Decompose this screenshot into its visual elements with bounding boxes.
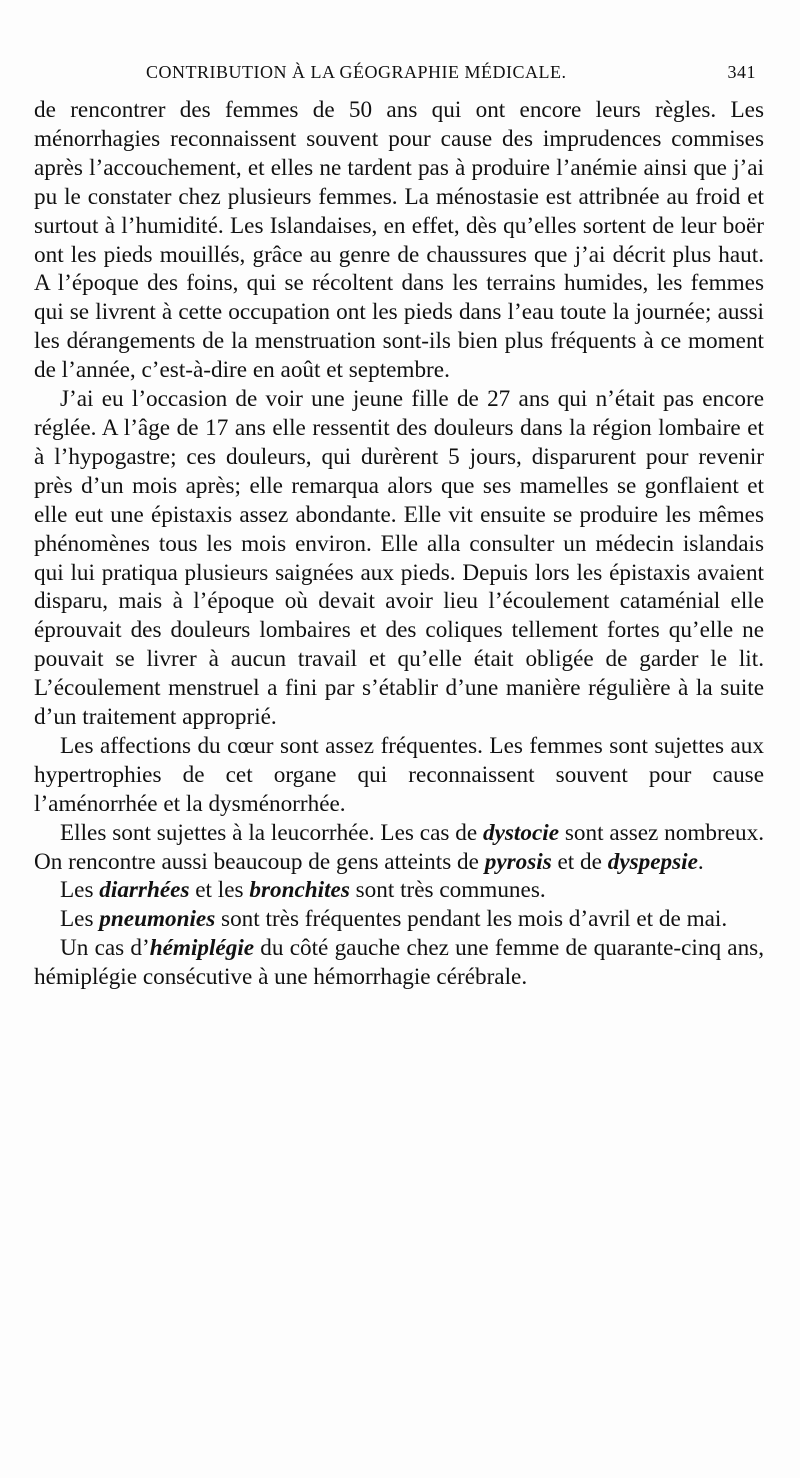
text-run: sont très communes. — [349, 877, 546, 904]
text-run: J’ai eu l’occasion de voir une jeune fille de 27 ans qui n’était pas encore réglée. A l’âge de 17 ans elle ressentit des douleurs dans la région lombaire et à l’hypogastre; ces douleurs, qui durèrent 5 jours, disparurent pour revenir près d’un mois après; elle remarqua alors que ses mamelles se gonflaient et elle eut une épistaxis assez abondante. Elle vit ensuite se produire les mêmes phénomènes tous les mois environ. Elle alla consulter un médecin islandais qui lui pratiqua plusieurs saignées aux pieds. Depuis lors les épistaxis avaient disparu, mais à l’époque où devait avoir lieu l’écoulement cataménial elle éprouvait des douleurs lombaires et des coliques tellement fortes qu’elle ne pouvait se livrer à aucun travail et qu’elle était obligée de garder le lit. L’écoulement menstruel a fini par s’établir d’une manière régulière à la suite d’un traitement approprié. — [34, 386, 764, 731]
italic-term: dyspepsie — [607, 848, 698, 875]
paragraph — [34, 819, 764, 877]
running-title: CONTRIBUTION À LA GÉOGRAPHIE MÉDICALE. — [146, 62, 567, 82]
paragraph — [34, 876, 764, 905]
italic-term: bronchites — [249, 877, 350, 904]
text-run: Les — [60, 877, 100, 904]
body-text — [34, 96, 764, 992]
text-run: Elles sont sujettes à la leucorrhée. Les cas de — [60, 819, 484, 846]
text-run: Les affections du cœur sont assez fréquentes. Les femmes sont sujettes aux hypertrophies de cet organe qui reconnaissent souvent pour cause l’aménorrhée et la dysménorrhée. — [34, 732, 764, 817]
paragraph — [34, 934, 764, 992]
running-header — [34, 62, 756, 86]
paragraph — [34, 96, 764, 385]
italic-term: pneumonies — [99, 906, 216, 933]
text-run: et de — [551, 848, 608, 875]
text-run: du côté gauche chez une femme de quarante-cinq ans, hémiplégie consécutive à une hémorrhagie cérébrale. — [34, 935, 765, 991]
text-run: de rencontrer des femmes de 50 ans qui ont encore leurs règles. Les ménorrhagies reconnaissent souvent pour cause des imprudences commises après l’accouchement, et elles ne tardent pas à produire l’anémie ainsi que j’ai pu le constater chez plusieurs femmes. La ménostasie est attribnée au froid et surtout à l’humidité. Les Islandaises, en effet, dès qu’elles sortent de leur boër ont les pieds mouillés, grâce au genre de chaussures que j’ai décrit plus haut. A l’époque des foins, qui se récoltent dans les terrains humides, les femmes qui se livrent à cette occupation ont les pieds dans l’eau toute la journée; aussi les dérangements de la menstruation sont-ils bien plus fréquents à ce moment de l’année, c’est-à-dire en août et septembre. — [34, 97, 764, 384]
text-run: Un cas d’ — [60, 935, 150, 962]
paragraph — [34, 905, 764, 934]
text-run: sont très fréquentes pendant les mois d’avril et de mai. — [215, 906, 728, 933]
italic-term: dystocie — [483, 819, 559, 846]
text-run: sont assez nombreux. On rencontre aussi beaucoup de gens atteints de — [34, 819, 764, 875]
italic-term: pyrosis — [484, 848, 552, 875]
page-number: 341 — [727, 62, 756, 82]
italic-term: diarrhées — [99, 877, 190, 904]
paragraph — [34, 732, 764, 819]
italic-term: hémiplégie — [149, 935, 255, 962]
text-run: Les — [60, 906, 100, 933]
paragraph — [34, 385, 764, 732]
text-run: . — [697, 848, 704, 875]
text-run: et les — [189, 877, 250, 904]
